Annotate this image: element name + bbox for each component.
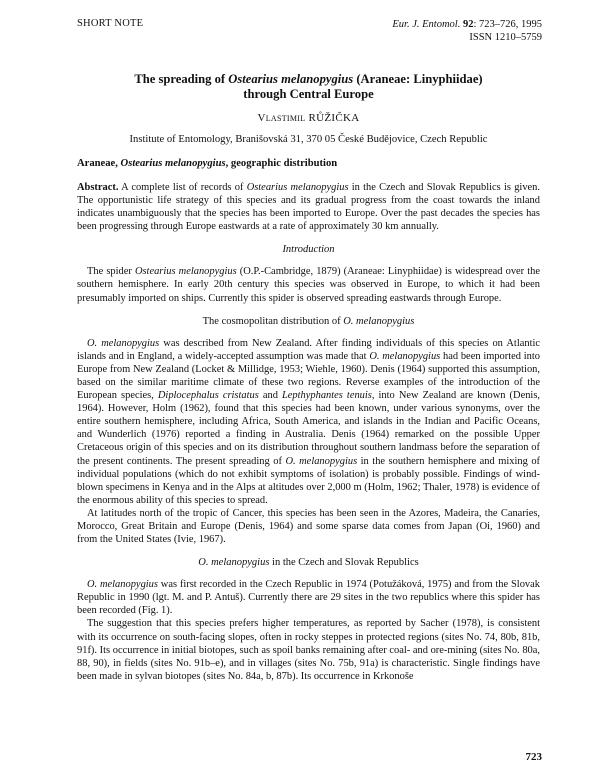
- abstract: Abstract. A complete list of records of Ostearius melanopygius in the Czech and Slovak Republics is given. The opportunistic life strategy of this species and its gradual progress from the coast towards the inland indicates unambiguously that the species has been imported to Europe. Over the past decades the species has been progressing through Europe eastwards at a rate of approximately 30 km annually.: [77, 182, 540, 233]
- journal-volume: 92: [462, 19, 474, 30]
- running-header-section: SHORT NOTE: [77, 18, 144, 29]
- journal-name: Eur. J. Entomol.: [392, 19, 461, 30]
- article-body: [77, 72, 540, 683]
- czech-slovak-paragraph-1: O. melanopygius was first recorded in the Czech Republic in 1974 (Potužáková, 1975) and from the Slovak Republic in 1990 (lgt. M. and P. Antuš). Currently there are 29 sites in the two republics where this spider has been recorded (Fig. 1).: [77, 579, 540, 617]
- cosmopolitan-paragraph-2: At latitudes north of the tropic of Cancer, this species has been seen in the Azores, Madeira, the Canaries, Morocco, Great Britain and Europe (Denis, 1964) and some sparse data comes from Japan (Oi, 1960) and from the United States (Ivie, 1967).: [77, 507, 540, 546]
- running-header-journal: [392, 18, 542, 44]
- section-heading-czech-slovak: O. melanopygius in the Czech and Slovak Republics: [198, 557, 419, 569]
- intro-paragraph: The spider Ostearius melanopygius (O.P.-Cambridge, 1879) (Araneae: Linyphiidae) is widespread over the southern hemisphere. In early 20th century this species was observed in Europe, to which it had been presumably imported on ships. Currently this spider is observed spreading eastwards through Europe.: [77, 266, 540, 304]
- cosmopolitan-paragraph-1: O. melanopygius was described from New Zealand. After finding individuals of this species on Atlantic islands and in England, a widely-accepted assumption was made that O. melanopygius had been imported into Europe from New Zealand (Locket & Millidge, 1953; Wiehle, 1960). Denis (1964) supported this assumption, based on the similar maritime climate of these two regions. Reverse examples of the introduction of the European species, Diplocephalus cristatus and Lepthyphantes tenuis, into New Zealand are known (Denis, 1964). However, Holm (1962), found that this species had been known, under various synonyms, over the entire southern hemisphere, including Africa, South America, and islands in the Indian and Pacific Oceans, and Wunderlich (1976) reported a finding in Australia. Denis (1964) remarked on the possible Upper Cretaceous origin of this species and on its distribution throughout southern landmass before the separation of the present continents. The present spreading of O. melanopygius in the southern hemisphere and mixing of individual populations (which do not exhibit symptoms of isolation) is probably possible. Findings of wind-blown specimens in Kenya and in the Alps at altitudes over 2,000 m (Holm, 1962; Thaler, 1978) is evidence of the enormous ability of this species to spread.: [77, 337, 541, 506]
- section-heading-introduction: Introduction: [282, 244, 335, 256]
- page-number: 723: [525, 751, 542, 763]
- section-heading-cosmopolitan: The cosmopolitan distribution of O. melanopygius: [202, 315, 415, 327]
- author-name: Vlastimil RŮŽIČKA: [257, 112, 360, 124]
- czech-slovak-paragraph-2: The suggestion that this species prefers higher temperatures, as reported by Sacher (1978), is consistent with its occurrence on south-facing slopes, often in rocky steppes in protected regions (sites No. 74, 80b, 81b, 91f). Its occurrence in initial biotopes, such as spoil banks remaining after coal- and ore-mining (sites No. 80a, 88, 90), in fields (sites No. 91b–e), and in villages (sites No. 75b, 91a) is characteristic. Single findings have been made in sylvan biotopes (sites No. 84a, b, 87b). Its occurrence in Krkonoše: [77, 618, 540, 682]
- article-title: The spreading of Ostearius melanopygius (Araneae: Linyphiidae) through Central Europe: [134, 72, 483, 101]
- journal-issn: ISSN 1210–5759: [469, 32, 542, 43]
- author-affiliation: Institute of Entomology, Branišovská 31, 370 05 České Budějovice, Czech Republic: [129, 134, 488, 145]
- keywords: Araneae, Ostearius melanopygius, geographic distribution: [77, 158, 338, 169]
- journal-pages: : 723–726, 1995: [473, 19, 542, 30]
